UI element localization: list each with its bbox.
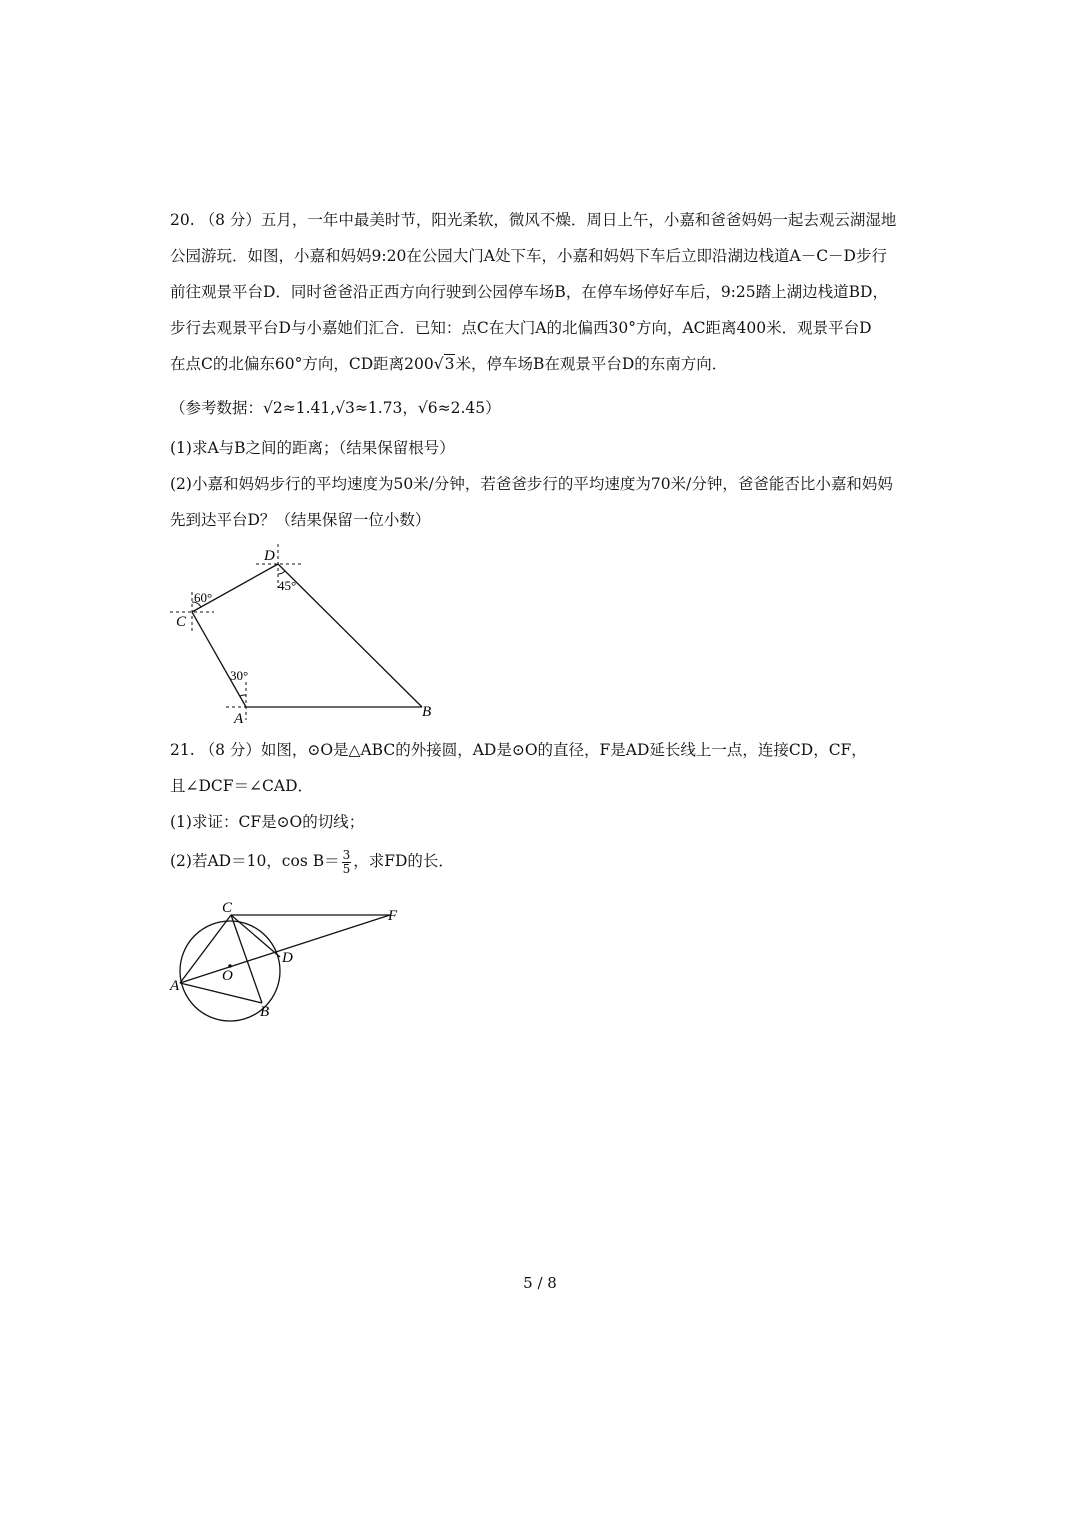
q20-line-5-post: 米，停车场B在观景平台D的东南方向． bbox=[455, 355, 728, 373]
q20-part-1: (1)求A与B之间的距离；（结果保留根号） bbox=[170, 439, 455, 457]
angle-arc-45 bbox=[278, 571, 285, 574]
q20-line-5-radicand: 3 bbox=[444, 355, 455, 373]
angle-label-60: 60° bbox=[194, 590, 213, 605]
label-c: C bbox=[222, 900, 233, 916]
sqrt-radical-icon: √ bbox=[433, 355, 444, 373]
label-f: F bbox=[388, 908, 398, 924]
q20-line-2: 公园游玩．如图，小嘉和妈妈9:20在公园大门A处下车，小嘉和妈妈下车后立即沿湖边栈道A－C－D步行 bbox=[170, 247, 887, 265]
q21-part-2-post: ，求FD的长． bbox=[353, 852, 454, 870]
fraction-numerator: 3 bbox=[342, 847, 351, 862]
q20-line-5-pre: 在点C的北偏东60°方向，CD距离200 bbox=[170, 355, 434, 373]
angle-label-30: 30° bbox=[230, 668, 249, 683]
q21-line-1: 21. （8 分）如图，⊙O是△ABC的外接圆，AD是⊙O的直径，F是AD延长线上一点，连接CD，CF， bbox=[170, 741, 867, 759]
q20-line-5 bbox=[170, 354, 727, 374]
q20-part-2-line-2: 先到达平台D？（结果保留一位小数） bbox=[170, 511, 431, 529]
q21-part-2 bbox=[170, 848, 454, 876]
label-d: D bbox=[282, 950, 293, 966]
label-a: A bbox=[170, 978, 180, 994]
q20-line-4: 步行去观景平台D与小嘉她们汇合．已知：点C在大门A的北偏西30°方向，AC距离400米．观景平台D bbox=[170, 319, 872, 337]
fraction-denominator: 5 bbox=[342, 861, 351, 876]
label-o: O bbox=[222, 968, 233, 984]
segment-ab bbox=[180, 983, 262, 1003]
fraction bbox=[342, 849, 352, 876]
angle-arc-30 bbox=[240, 695, 246, 696]
label-b: B bbox=[260, 1004, 270, 1020]
segment-ac bbox=[192, 612, 249, 707]
q20-figure bbox=[160, 540, 450, 730]
q20-reference-data: （参考数据：√2≈1.41,√3≈1.73，√6≈2.45） bbox=[170, 399, 501, 417]
q20-line-3: 前往观景平台D．同时爸爸沿正西方向行驶到公园停车场B，在停车场停好车后，9:25踏上湖边栈道BD， bbox=[170, 283, 888, 301]
angle-label-45: 45° bbox=[278, 578, 297, 593]
q21-line-2: 且∠DCF＝∠CAD． bbox=[170, 777, 313, 795]
label-b: B bbox=[422, 704, 432, 720]
q20-part-2-line-1: (2)小嘉和妈妈步行的平均速度为50米/分钟，若爸爸步行的平均速度为70米/分钟，爸爸能否比小嘉和妈妈 bbox=[170, 475, 893, 493]
segment-db bbox=[278, 564, 422, 707]
page-number: 5 / 8 bbox=[523, 1274, 557, 1292]
q21-part-2-pre: (2)若AD＝10，cos B＝ bbox=[170, 852, 340, 870]
q21-figure bbox=[160, 894, 410, 1024]
q20-line-1: 20. （8 分）五月，一年中最美时节，阳光柔软，微风不燥．周日上午，小嘉和爸爸妈妈一起去观云湖湿地 bbox=[170, 211, 897, 229]
label-c: C bbox=[176, 614, 187, 630]
q21-part-1: (1)求证：CF是⊙O的切线； bbox=[170, 813, 365, 831]
label-a: A bbox=[234, 711, 244, 727]
label-d: D bbox=[264, 548, 275, 564]
